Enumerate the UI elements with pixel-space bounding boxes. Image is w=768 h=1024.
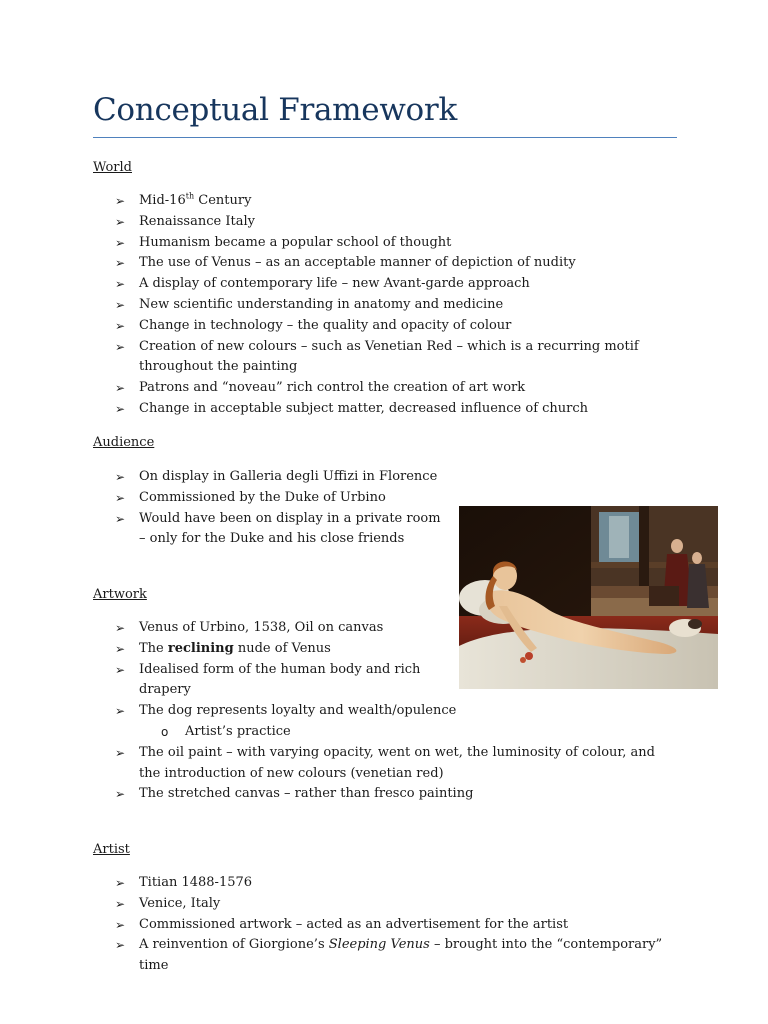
list-item: ➢ The stretched canvas – rather than fresco painting: [115, 784, 655, 805]
arrow-bullet-icon: ➢: [115, 470, 126, 484]
audience-list: [115, 467, 441, 550]
artist-list: [115, 873, 662, 977]
arrow-bullet-icon: ➢: [115, 917, 126, 932]
arrow-bullet-icon: ➢: [115, 745, 126, 760]
arrow-bullet-icon: ➢: [115, 876, 126, 890]
list-item: ➢ The dog represents loyalty and wealth/opulence: [115, 701, 655, 722]
arrow-bullet-icon: ➢: [115, 194, 126, 208]
arrow-bullet-icon: ➢: [115, 704, 126, 719]
arrow-bullet-icon: ➢: [115, 318, 126, 333]
list-item: ➢ Patrons and “noveau” rich control the creation of art work: [115, 378, 639, 399]
arrow-bullet-icon: ➢: [115, 621, 126, 635]
list-item: ➢ Change in acceptable subject matter, decreased influence of church: [115, 399, 639, 420]
arrow-bullet-icon: ➢: [115, 511, 126, 526]
arrow-bullet-icon: ➢: [115, 662, 126, 677]
sub-list-item: o Artist’s practice: [115, 722, 655, 743]
list-item: ➢ Change in technology – the quality and opacity of colour: [115, 316, 639, 337]
arrow-bullet-icon: ➢: [115, 641, 126, 656]
list-item: ➢ Mid-16th Century: [115, 191, 639, 212]
list-item: ➢ The oil paint – with varying opacity, went on wet, the luminosity of colour, and the introduction of new colours (venetian red): [115, 744, 655, 781]
list-item: ➢ The reclining nude of Venus: [115, 639, 655, 660]
heading-artist: Artist: [93, 842, 130, 857]
circle-bullet-icon: o: [161, 724, 169, 739]
list-item: ➢ A reinvention of Giorgione’s Sleeping Venus – brought into the “contemporary” time: [115, 937, 663, 974]
list-item: ➢ Creation of new colours – such as Venetian Red – which is a recurring motif throughout the painting: [115, 338, 639, 375]
arrow-bullet-icon: ➢: [115, 381, 126, 396]
list-item: ➢ A display of contemporary life – new Avant-garde approach: [115, 274, 639, 295]
arrow-bullet-icon: ➢: [115, 896, 126, 911]
list-item: ➢ On display in Galleria degli Uffizi in Florence: [115, 467, 441, 488]
arrow-bullet-icon: ➢: [115, 490, 126, 505]
arrow-bullet-icon: ➢: [115, 277, 126, 292]
list-item: ➢ Renaissance Italy: [115, 212, 639, 233]
page-title: Conceptual Framework: [93, 92, 457, 128]
list-item: ➢ Humanism became a popular school of thought: [115, 233, 639, 254]
arrow-bullet-icon: ➢: [115, 401, 126, 416]
list-item: ➢ Venice, Italy: [115, 894, 662, 915]
list-item: ➢ New scientific understanding in anatomy and medicine: [115, 295, 639, 316]
arrow-bullet-icon: ➢: [115, 938, 126, 953]
arrow-bullet-icon: ➢: [115, 235, 126, 250]
list-item: ➢ Would have been on display in a private room – only for the Duke and his close friends: [115, 510, 441, 547]
title-underline: [93, 137, 677, 138]
world-list: [115, 191, 639, 420]
list-item: ➢ Titian 1488-1576: [115, 873, 662, 894]
artwork-list: [115, 618, 655, 805]
arrow-bullet-icon: ➢: [115, 214, 126, 229]
arrow-bullet-icon: ➢: [115, 339, 126, 354]
list-item: ➢ Venus of Urbino, 1538, Oil on canvas: [115, 618, 655, 639]
list-item: ➢ The use of Venus – as an acceptable manner of depiction of nudity: [115, 253, 639, 274]
list-item: ➢ Idealised form of the human body and rich drapery: [115, 661, 421, 698]
heading-world: World: [93, 160, 132, 175]
list-item: ➢ Commissioned by the Duke of Urbino: [115, 488, 441, 509]
arrow-bullet-icon: ➢: [115, 297, 126, 312]
arrow-bullet-icon: ➢: [115, 787, 126, 802]
list-item: ➢ Commissioned artwork – acted as an advertisement for the artist: [115, 915, 662, 936]
heading-artwork: Artwork: [93, 587, 147, 602]
heading-audience: Audience: [93, 435, 155, 450]
arrow-bullet-icon: ➢: [115, 256, 126, 271]
